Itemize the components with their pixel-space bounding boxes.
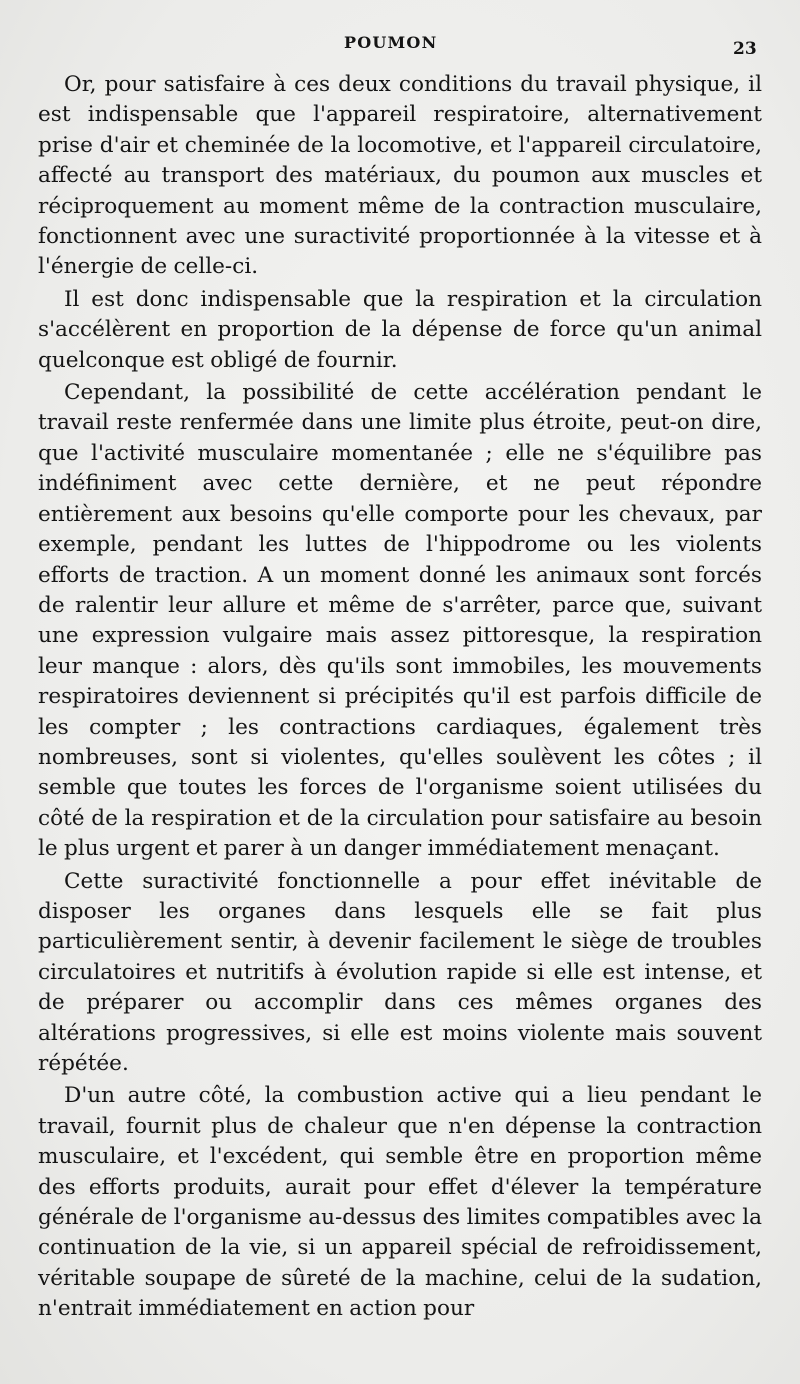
body-text [38, 70, 762, 1327]
paragraph-1: Or, pour satisfaire à ces deux conditions du travail physique, il est indispensable que l'appareil respiratoire, alternativement prise d'air et cheminée de la locomotive, et l'appareil circulatoire, affecté au transport des matériaux, du poumon aux muscles et réciproquement au moment même de la contraction musculaire, fonctionnent avec une suractivité proportionnée à la vitesse et à l'énergie de celle-ci. [38, 72, 762, 280]
running-title: POUMON [344, 33, 438, 52]
page-header [0, 33, 800, 57]
paragraph-3: Cependant, la possibilité de cette accélération pendant le travail reste renfermée dans une limite plus étroite, peut-on dire, que l'activité musculaire momentanée ; elle ne s'équilibre pas indéfiniment avec cette dernière, et ne peut répondre entièrement aux besoins qu'elle comporte pour les chevaux, par exemple, pendant les luttes de l'hippodrome ou les violents efforts de traction. A un moment donné les animaux sont forcés de ralentir leur allure et même de s'arrêter, parce que, suivant une expression vulgaire mais assez pittoresque, la respiration leur manque : alors, dès qu'ils sont immobiles, les mouvements respiratoires deviennent si précipités qu'il est parfois difficile de les compter ; les contractions cardiaques, également très nombreuses, sont si violentes, qu'elles soulèvent les côtes ; il semble que toutes les forces de l'organisme soient utilisées du côté de la respiration et de la circulation pour satisfaire au besoin le plus urgent et parer à un danger immédiatement menaçant. [38, 380, 762, 862]
paragraph-5: D'un autre côté, la combustion active qui a lieu pendant le travail, fournit plus de chaleur que n'en dépense la contraction musculaire, et l'excédent, qui semble être en proportion même des efforts produits, aurait pour effet d'élever la température générale de l'organisme au-dessus des limites compatibles avec la continuation de la vie, si un appareil spécial de refroidissement, véritable soupape de sûreté de la machine, celui de la sudation, n'entrait immédiatement en action pour [38, 1083, 762, 1322]
paragraph-2: Il est donc indispensable que la respiration et la circulation s'accélèrent en proportion de la dépense de force qu'un animal quelconque est obligé de fournir. [38, 286, 762, 373]
page-number: 23 [733, 39, 757, 59]
paragraph-4: Cette suractivité fonctionnelle a pour effet inévitable de disposer les organes dans lesquels elle se fait plus particulièrement sentir, à devenir facilement le siège de troubles circulatoires et nutritifs à évolution rapide si elle est intense, et de préparer ou accomplir dans ces mêmes organes des altérations progressives, si elle est moins violente mais souvent répétée. [38, 868, 762, 1076]
